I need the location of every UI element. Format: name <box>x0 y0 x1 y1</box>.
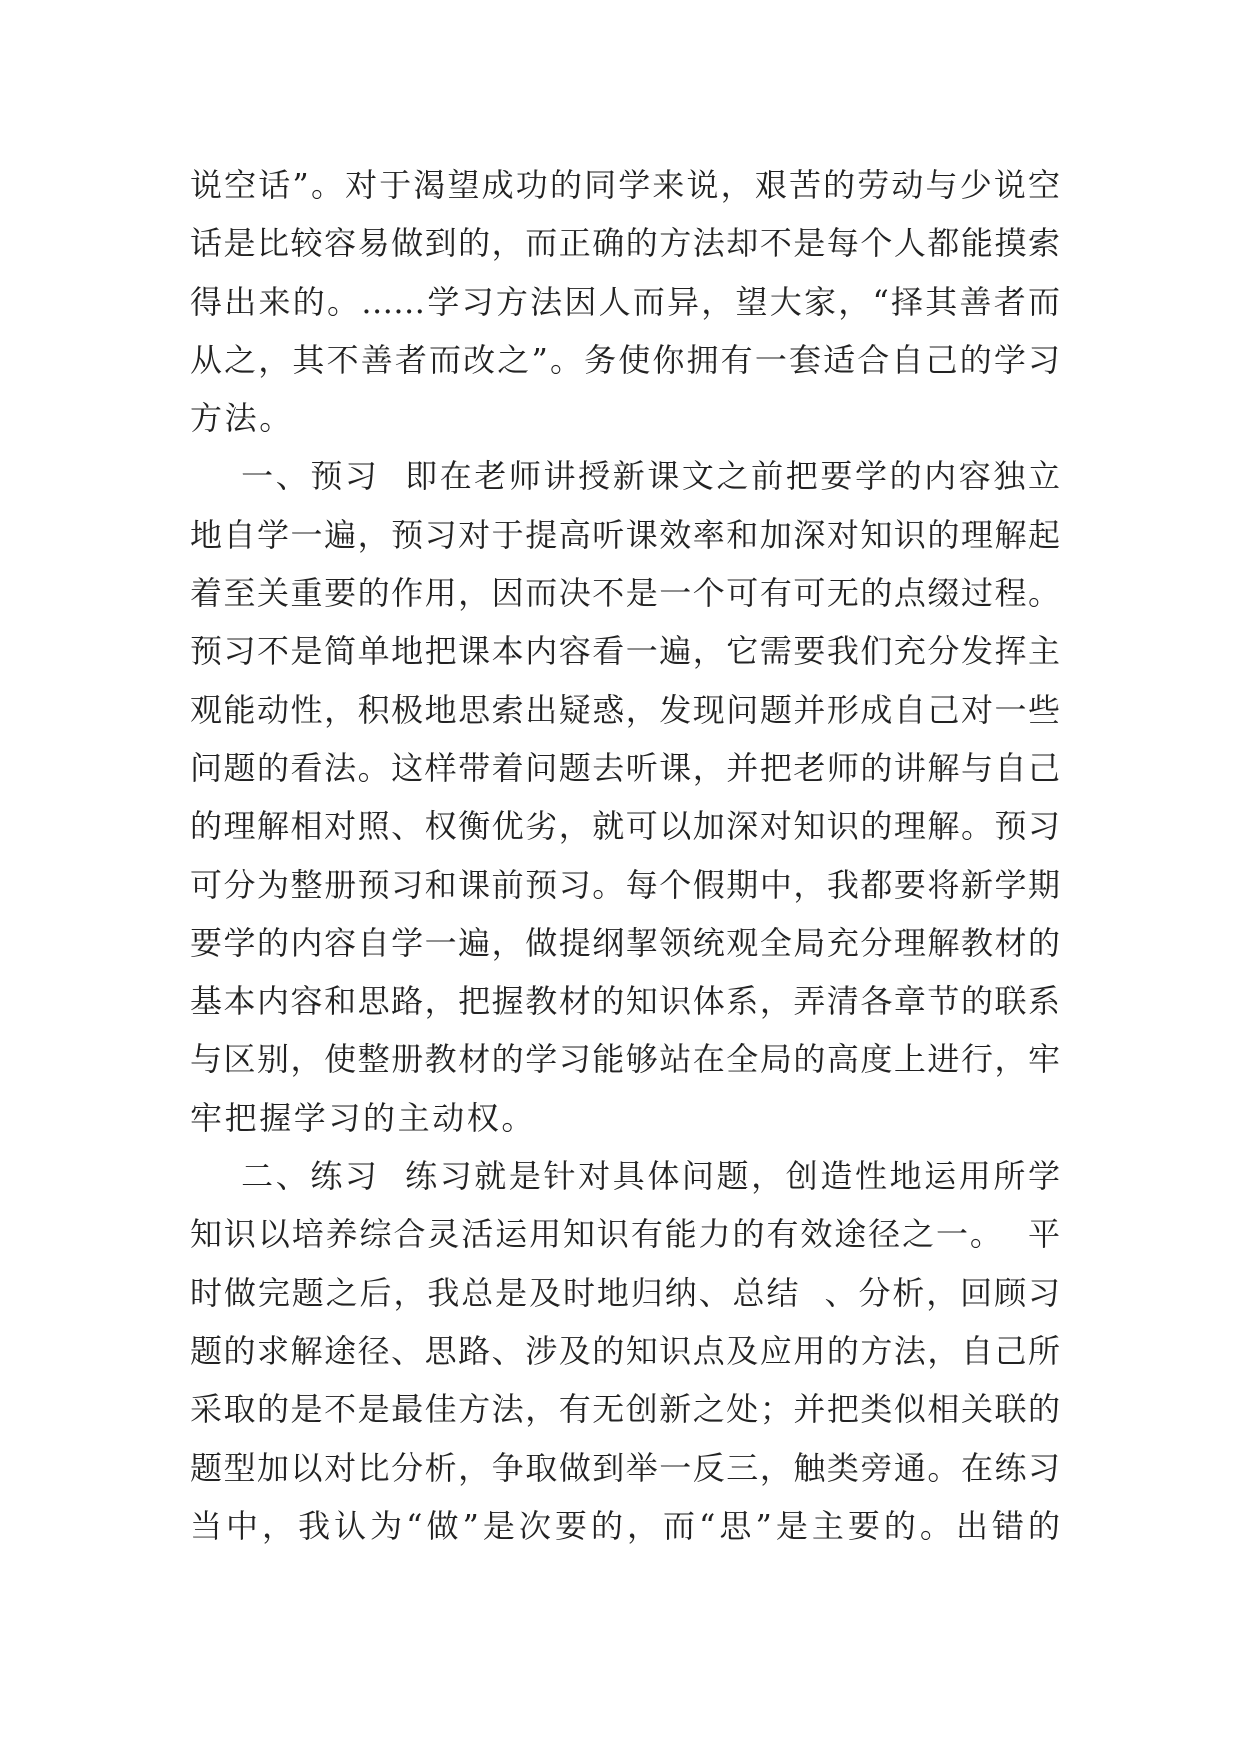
text-line: 题型加以对比分析，争取做到举一反三，触类旁通。在练习 <box>190 1448 1060 1487</box>
text-line: 二、练习 练习就是针对具体问题，创造性地运用所学 <box>190 1157 1060 1196</box>
text-line: 着至关重要的作用，因而决不是一个可有可无的点缀过程。 <box>190 574 1060 613</box>
text-line: 一、预习 即在老师讲授新课文之前把要学的内容独立 <box>190 457 1060 496</box>
text-line: 与区别，使整册教材的学习能够站在全局的高度上进行，牢 <box>190 1040 1060 1079</box>
text-line: 话是比较容易做到的，而正确的方法却不是每个人都能摸索 <box>190 224 1060 263</box>
text-line: 基本内容和思路，把握教材的知识体系，弄清各章节的联系 <box>190 982 1060 1021</box>
text-line: 可分为整册预习和课前预习。每个假期中，我都要将新学期 <box>190 865 1060 904</box>
text-line: 说空话”。对于渴望成功的同学来说，艰苦的劳动与少说空 <box>190 166 1060 204</box>
text-line: 题的求解途径、思路、涉及的知识点及应用的方法，自己所 <box>190 1331 1060 1370</box>
body-text <box>190 156 1060 1555</box>
text-line: 的理解相对照、权衡优劣，就可以加深对知识的理解。预习 <box>190 807 1060 846</box>
text-line: 方法。 <box>190 399 294 438</box>
text-line: 得出来的。……学习方法因人而异，望大家，“择其善者而 <box>190 282 1060 321</box>
text-line: 时做完题之后，我总是及时地归纳、总结 、分析，回顾习 <box>190 1273 1060 1312</box>
text-line: 观能动性，积极地思索出疑惑，发现问题并形成自己对一些 <box>190 690 1060 729</box>
text-line: 知识以培养综合灵活运用知识有能力的有效途径之一。 平 <box>190 1215 1060 1254</box>
text-line: 牢把握学习的主动权。 <box>190 1098 537 1137</box>
text-line: 预习不是简单地把课本内容看一遍，它需要我们充分发挥主 <box>190 632 1060 671</box>
text-line: 要学的内容自学一遍，做提纲挈领统观全局充分理解教材的 <box>190 923 1060 962</box>
text-line: 当中，我认为“做”是次要的，而“思”是主要的。出错的 <box>190 1506 1060 1545</box>
text-line: 地自学一遍，预习对于提高听课效率和加深对知识的理解起 <box>190 515 1060 554</box>
text-line: 问题的看法。这样带着问题去听课，并把老师的讲解与自己 <box>190 748 1060 787</box>
text-line: 从之，其不善者而改之”。务使你拥有一套适合自己的学习 <box>190 340 1060 379</box>
text-line: 采取的是不是最佳方法，有无创新之处；并把类似相关联的 <box>190 1390 1060 1429</box>
